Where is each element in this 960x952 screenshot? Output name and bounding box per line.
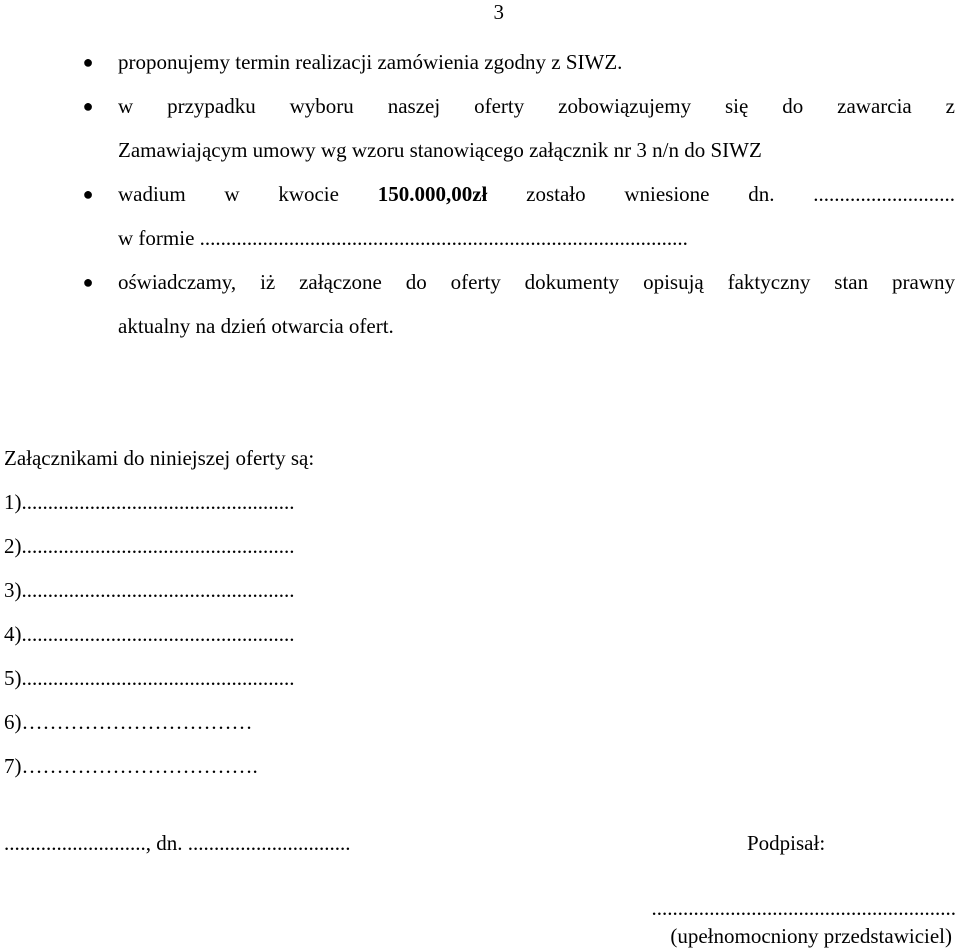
deposit-form-line: w formie .............................................................................................	[118, 226, 688, 250]
deposit-text-after: zostało wniesione dn. ...........................	[487, 182, 955, 206]
attachments-heading: Załącznikami do niniejszej oferty są:	[4, 446, 315, 470]
deposit-text-before: wadium w kwocie	[118, 182, 378, 206]
attachment-item: 3)....................................................	[4, 578, 295, 602]
list-item-text: Zamawiającym umowy wg wzoru stanowiącego załącznik nr 3 n/n do SIWZ	[118, 138, 762, 162]
declarations-list	[0, 40, 960, 348]
list-item-text: oświadczamy, iż załączone do oferty dokumenty opisują faktyczny stan prawny	[118, 270, 955, 294]
list-item-term	[0, 40, 955, 84]
page-number: 3	[493, 0, 504, 24]
deposit-amount: 150.000,00zł	[377, 182, 488, 206]
list-item-text: aktualny na dzień otwarcia ofert.	[118, 314, 394, 338]
bullet-icon: ●	[82, 52, 94, 72]
signature-caption: (upełnomocniony przedstawiciel)	[670, 924, 952, 948]
list-item-text: proponujemy termin realizacji zamówienia zgodny z SIWZ.	[118, 50, 623, 74]
bullet-icon: ●	[82, 184, 94, 204]
bullet-icon: ●	[82, 272, 94, 292]
attachment-item: 6)……………………………	[4, 710, 253, 734]
signature-line: ..........................................................	[651, 896, 956, 920]
attachment-item: 2)....................................................	[4, 534, 295, 558]
attachment-item: 4)....................................................	[4, 622, 295, 646]
attachment-item: 1)....................................................	[4, 490, 295, 514]
deposit-line	[118, 172, 955, 216]
list-item-documents	[0, 260, 955, 348]
attachment-item: 5)....................................................	[4, 666, 295, 690]
attachment-item: 7)…………………………….	[4, 754, 258, 778]
bullet-icon: ●	[82, 96, 94, 116]
list-item-text: w przypadku wyboru naszej oferty zobowiązujemy się do zawarcia z	[118, 94, 955, 118]
signed-label: Podpisał:	[747, 831, 826, 855]
attachments-section	[4, 436, 314, 788]
list-item-contract	[0, 84, 955, 172]
place-date-line: ..........................., dn. ...............................	[4, 831, 351, 855]
list-item-deposit	[0, 172, 955, 260]
